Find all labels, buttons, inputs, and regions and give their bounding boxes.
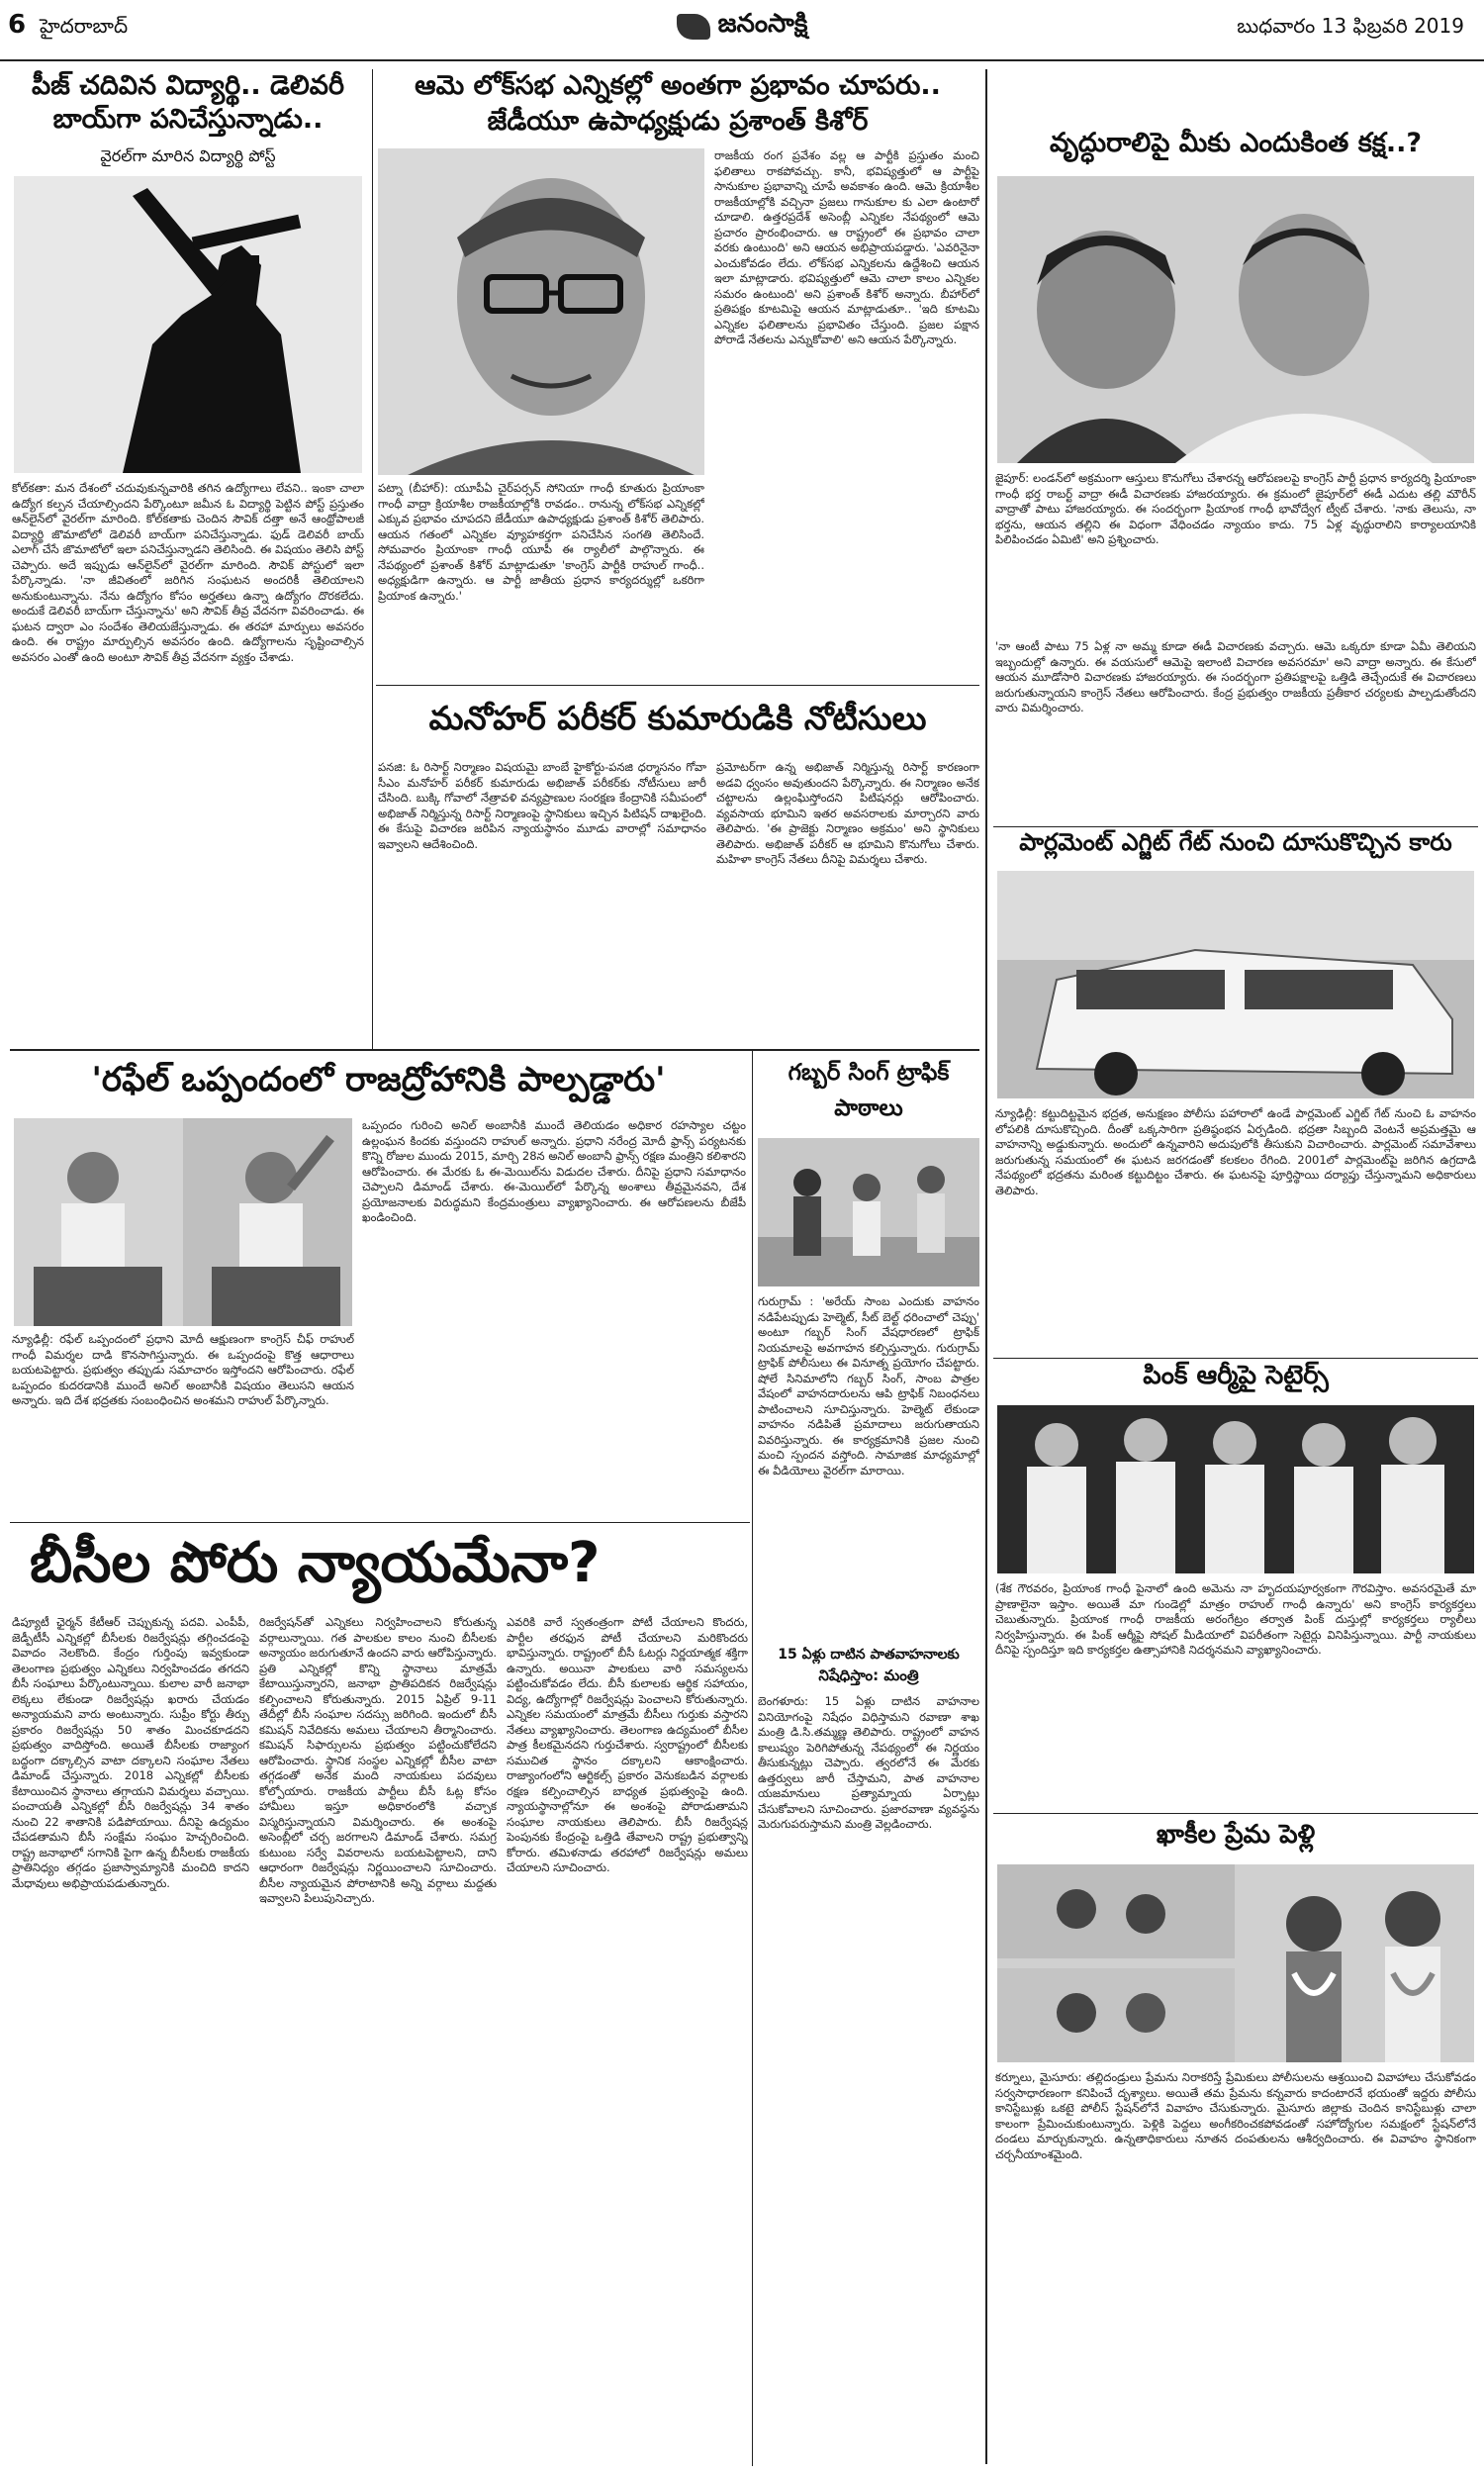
page-number: 6 [8,10,27,40]
headline-gabbar-singh: గబ్బర్ సింగ్ ట్రాఫిక్ [788,1060,950,1086]
article-parrikar-a: పనజి: ఓ రిసార్ట్ నిర్మాణం విషయమై బాంబే హైకోర్టు-పనజి ధర్మాసనం గోవా సీఎం మనోహర్ పరీకర్ కుమారుడు అభిజాత్ పరీకర్‌కు నోటీసులు జారీ చేసింది. బుక్కి గోవాలో నేత్రావళి వన్యప్రాణుల సంరక్షణ కేంద్రానికి సమీపంలో అభిజాత్ నిర్మిస్తున్న రిసార్ట్ నిర్మాణంపై స్థానికులు ఇచ్చిన పిటిషన్ దాఖలైంది. ఈ కేసుపై విచారణ జరిపిన న్యాయస్థానం మూడు వారాల్లో సమాధానం ఇవ్వాలని ఆదేశించింది. [378,760,706,851]
headline-pink-army: పింక్ ఆర్మీపై సెటైర్స్ [1143,1361,1329,1390]
photo-police-marriage [997,1864,1474,2062]
article-bc-col2: రిజర్వేషన్‌తో ఎన్నికలు నిర్వహించాలని కోరుతున్న వర్గాలున్నాయి. గత పాలకుల కాలం నుంచి బీసీలకు అన్యాయం జరుగుతూనే ఉందని వారు ఆరోపిస్తున్నారు. ప్రతి ఎన్నికల్లో కొన్ని స్థానాలు మాత్రమే కేటాయిస్తున్నారని, జనాభా ప్రాతిపదికన రిజర్వేషన్లు కల్పించాలని కోరుతున్నారు. 2015 ఏప్రిల్ 9-11 తేదీల్లో బీసీ సంఘాల సదస్సు జరిగింది. ఇందులో బీసీ కమిషన్ నివేదికను అమలు చేయాలని తీర్మానించారు. కమిషన్ సిఫార్సులను ప్రభుత్వం పట్టించుకోలేదని ఆరోపించారు. స్థానిక సంస్థల ఎన్నికల్లో బీసీల వాటా తగ్గడంతో అనేక మంది నాయకులు పదవులు కోల్పోయారు. రాజకీయ పార్టీలు బీసీ ఓట్ల కోసం హామీలు ఇస్తూ అధికారంలోకి వచ్చాక విస్మరిస్తున్నాయని విమర్శించారు. ఈ అంశంపై అసెంబ్లీలో చర్చ జరగాలని డిమాండ్ చేశారు. సమగ్ర కుటుంబ సర్వే వివరాలను బయటపెట్టాలని, దాని ఆధారంగా రిజర్వేషన్లు నిర్ణయించాలని సూచించారు. బీసీల న్యాయమైన పోరాటానికి అన్ని వర్గాలు మద్దతు ఇవ్వాలని పిలుపునిచ్చారు. [259,1615,497,1905]
headline-police-marriage: ఖాకీల ప్రేమ పెళ్లి [1156,1820,1316,1850]
article-old-vehicles: బెంగళూరు: 15 ఏళ్లు దాటిన వాహనాల వినియోగంపై నిషేధం విధిస్తామని రవాణా శాఖ మంత్రి డి.సి.తమ్మణ్ణ తెలిపారు. రాష్ట్రంలో వాహన కాలుష్యం పెరిగిపోతున్న నేపథ్యంలో ఈ నిర్ణయం తీసుకున్నట్లు చెప్పారు. త్వరలోనే ఈ మేరకు ఉత్తర్వులు జారీ చేస్తామని, పాత వాహనాల యజమానులు ప్రత్యామ్నాయ ఏర్పాట్లు చేసుకోవాలని సూచించారు. ప్రజారవాణా వ్యవస్థను మెరుగుపరుస్తామని మంత్రి వెల్లడించారు. [758,1694,979,1831]
section-divider [10,1522,750,1523]
wedding-couples-icon [997,1864,1474,2062]
headline-gabbar-singh-line2: పాఠాలు [834,1095,903,1121]
column-divider-right [985,69,987,2464]
headline-vadra-mother: వృద్ధురాలిపై మీకు ఎందుకింత కక్ష..? [1049,128,1423,158]
headline-parliament-car: పార్లమెంట్ ఎగ్జిట్ గేట్ నుంచి దూసుకొచ్చిన కారు [1019,828,1452,856]
edition-city: హైదరాబాద్ [40,14,129,38]
logo-mark-icon [677,14,710,40]
section-divider [10,1049,979,1051]
headline-old-vehicles: 15 ఏళ్లు దాటిన పాతవాహనాలకు [778,1647,960,1663]
headline-parrikar-notice: మనోహర్ పరీకర్ కుమారుడికి నోటీసులు [428,699,927,737]
article-gabbar-singh: గురుగ్రామ్ : 'అరేయ్ సాంబ ఎందుకు వాహనం నడిపేటప్పుడు హెల్మెట్, సీట్ బెల్ట్ ధరించాలో చెప్పు' అంటూ గబ్బర్ సింగ్ వేషధారణలో ట్రాఫిక్ నియమాలపై అవగాహన కల్పిస్తున్నారు. గురుగ్రామ్ ట్రాఫిక్ పోలీసులు ఈ వినూత్న ప్రయోగం చేపట్టారు. షోలే సినిమాలోని గబ్బర్ సింగ్, సాంబ పాత్రల వేషంలో వాహనదారులను ఆపి ట్రాఫిక్ నిబంధనలు పాటించాలని సూచిస్తున్నారు. హెల్మెట్ లేకుండా వాహనం నడిపితే ప్రమాదాలు జరుగుతాయని వివరిస్తున్నారు. ఈ కార్యక్రమానికి ప్రజల నుంచి మంచి స్పందన వస్తోంది. సామాజిక మాధ్యమాల్లో ఈ వీడియోలు వైరల్‌గా మారాయి. [758,1294,979,1477]
photo-graduate-silhouette [14,176,362,473]
article-delivery-boy: కోల్‌కతా: మన దేశంలో చదువుకున్నవారికి తగిన ఉద్యోగాలు లేవని.. ఇంకా చాలా ఉద్యోగ కల్పన చేయాల్సిందని పేర్కొంటూ జమీన ఓ విద్యార్థి పెట్టిన పోస్ట్ ప్రస్తుతం ఆన్‌లైన్‌లో వైరల్‌గా మారింది. కోల్‌కతాకు చెందిన సౌవిక్ దత్తా అనే ఆంథ్రోపాలజీ విద్యార్థి జొమాటోలో డెలివరీ బాయ్‌గా పనిచేస్తున్నాడు. ఫుడ్ డెలివరీ బాయ్ ఎలాగ్ చేసే జొమాటోలో ఇలా పనిచేస్తున్నాడని తెలిసింది. ఈ విషయం తెలిసి పోస్ట్ చెప్పారు. అదే ఇప్పుడు ఆన్‌లైన్‌లో వైరల్‌గా మారింది. సౌవిక్ పోస్టులో ఇలా పేర్కొన్నాడు. 'నా జీవితంలో జరిగిన సంఘటన అందరికీ తెలియాలని అనుకుంటున్నాను. నేను ఉద్యోగం కోసం అర్హతలు ఉన్నా ఉద్యోగం దొరకలేదు. అందుకే డెలివరీ బాయ్‌గా చేస్తున్నాను' అని సౌవిక్ తీవ్ర వేదనగా వివరించాడు. ఈ ఘటన ద్వారా ఎం సందేశం తెలియజేస్తున్నాడు. ఈ తరహా మార్పులు అవసరం ఉంది. ఈ రాష్ట్రం మార్పుల్సిన అవసరం ఉంది. ఉద్యోగాలను సృష్టించాల్సిన అవసరం ఎంతో ఉంది అంటూ సౌవిక్ తీవ్ర వేదనగా వ్యక్తం చేశాడు. [12,481,364,664]
man-with-glasses-icon [378,148,704,475]
newspaper-name: జనంసాక్షి [717,9,808,39]
masthead [0,0,1484,61]
photo-pink-army [997,1405,1474,1573]
headline-rafale: 'రఫేల్ ఒప్పందంలో రాజద్రోహానికి పాల్పడ్డారు' [91,1060,666,1099]
article-parrikar-b: ప్రమోటర్‌గా ఉన్న అభిజాత్ నిర్మిస్తున్న రిసార్ట్ కారణంగా అడవి ధ్వంసం అవుతుందని పేర్కొన్నారు. ఈ నిర్మాణం అనేక చట్టాలను ఉల్లంఘిస్తోందని పిటిషనర్లు ఆరోపించారు. వ్యవసాయ భూమిని ఇతర అవసరాలకు మార్చారని వారు తెలిపారు. 'ఈ ప్రాజెక్టు నిర్మాణం అక్రమం' అని స్థానికులు తెలిపారు. అభిజాత్ పరీకర్ ఆ భూమిని కొనుగోలు చేశారు. మహిళా కాంగ్రెస్ నేతలు దీనిపై విమర్శలు చేశారు. [716,760,979,866]
two-people-embrace-icon [997,176,1474,463]
two-politicians-speaking-icon [14,1118,352,1326]
article-pink-army: (శేక గౌరవరం, ప్రియాంక గాంధీ పైనాలో ఉంది అమెను నా హృదయపూర్వకంగా గౌరవిస్తాం. అవసరమైతే మా ప్రాణాలైనా ఇస్తాం. అయితే మా గుండెల్లో మాత్రం రాహుల్ గాంధీ ఉన్నారు' అని కాంగ్రెస్ కార్యకర్తలు చెబుతున్నారు. ప్రియాంక గాంధీ రాజకీయ అరంగేట్రం తర్వాత పింక్ దుస్తుల్లో కార్యకర్తలు ర్యాలీలు నిర్వహిస్తున్నారు. ఈ పింక్ ఆర్మీపై సోషల్ మీడియాలో విపరీతంగా సెటైర్లు వినిపిస్తున్నాయి. పార్టీ నాయకులు దీనిపై స్పందిస్తూ ఇది కార్యకర్తల ఉత్సాహానికి నిదర్శనమని వ్యాఖ్యానించారు. [995,1581,1476,1657]
article-bc-col1: డిప్యూటీ ఛైర్మన్ కేటీఆర్ చెప్పుకున్న పదవి. ఎంపీపీ, జెడ్పీటీసీ ఎన్నికల్లో బీసీలకు రిజర్వేషన్లు తగ్గించడంపై వివాదం నెలకొంది. కేంద్రం గుర్తింపు ఇవ్వకుండా తెలంగాణ ప్రభుత్వం ఎన్నికలు నిర్వహించడం తగదని బీసీ సంఘాలు పేర్కొంటున్నాయి. కులాల వారీ జనాభా లెక్కలు లేకుండా రిజర్వేషన్లు ఖరారు చేయడం అన్యాయమని వారు అంటున్నారు. సుప్రీం కోర్టు తీర్పు ప్రకారం రిజర్వేషన్లు 50 శాతం మించకూడదని ప్రభుత్వం వాదిస్తోంది. అయితే బీసీలకు రాజ్యాంగ బద్ధంగా దక్కాల్సిన వాటా దక్కాలని సంఘాల నేతలు డిమాండ్ చేస్తున్నారు. 2018 ఎన్నికల్లో బీసీలకు కేటాయించిన స్థానాలు తగ్గాయని విమర్శలు వచ్చాయి. పంచాయతీ ఎన్నికల్లో బీసీ రిజర్వేషన్లు 34 శాతం నుంచి 22 శాతానికి పడిపోయాయి. దీనిపై ఉద్యమం చేపడతామని బీసీ సంక్షేమ సంఘం హెచ్చరించింది. రాష్ట్ర జనాభాలో సగానికి పైగా ఉన్న బీసీలకు రాజకీయ ప్రాతినిధ్యం తగ్గడం ప్రజాస్వామ్యానికి మంచిది కాదని మేధావులు అభిప్రాయపడుతున్నారు. [12,1615,249,1890]
article-vadra-a: జైపూర్: లండన్‌లో అక్రమంగా ఆస్తులు కొనుగోలు చేశారన్న ఆరోపణలపై కాంగ్రెస్ పార్టీ ప్రధాన కార్యదర్శి ప్రియాంకా గాంధీ భర్త రాబర్ట్ వాద్రా ఈడీ విచారణకు హాజరయ్యారు. ఈ క్రమంలో జైపూర్‌లో ఈడీ ఎదుట తల్లి మౌరీన్ వాద్రాతో పాటు హాజరయ్యారు. ఈ సందర్భంగా ప్రియాంక గాంధీ భావోద్వేగ ట్వీట్ చేశారు. 'నాకు తెలుసు, నా భర్తను, ఆయన తల్లిని ఈ విధంగా వేధించడం న్యాయం కాదు. 75 ఏళ్ల వృద్ధురాలిని కార్యాలయానికి పిలిపించడం ఏమిటి' అని ప్రశ్నించారు. [995,471,1476,546]
headline-bc-fight: బీసీల పోరు న్యాయమేనా? [30,1531,601,1595]
photo-prashant-kishor [378,148,704,475]
edition-date: బుధవారం 13 ఫిబ్రవరి 2019 [1237,14,1464,38]
headline-old-vehicles-line2: నిషేధిస్తాం: మంత్రి [818,1666,919,1684]
traffic-police-street-icon [758,1138,979,1286]
column-divider [752,1051,753,2466]
article-prashant-kishor-a: పట్నా (బీహార్): యూపీఏ చైర్‌పర్సన్ సోనియా గాంధీ కూతురు ప్రియాంకా గాంధీ వాద్రా క్రియాశీల రాజకీయాల్లోకి రావడం.. రానున్న లోక్‌సభ ఎన్నికల్లో ఎక్కువ ప్రభావం చూపదని జేడీయూ ఉపాధ్యక్షుడు ప్రశాంత్ కిశోర్ తెలిపారు. ఆయన గతంలో ఎన్నికల వ్యూహకర్తగా పనిచేసిన సంగతి తెలిసిందే. సోమవారం ప్రియాంకా గాంధీ యూపీ ఈ ర్యాలీలో పాల్గొన్నారు. ఈ నేపథ్యంలో ప్రశాంత్ కిశోర్ మాట్లాడుతూ 'కాంగ్రెస్ పార్టీకి రాహుల్ గాంధీ.. అధ్యక్షుడిగా ఉన్నారు. ఆ పార్టీ జాతీయ ప్రధాన కార్యదర్శుల్లో ఒకరిగా ప్రియాంక ఉన్నారు.' [378,481,704,603]
article-vadra-b: 'నా ఆంటీ పాటు 75 ఏళ్ల నా అమ్మ కూడా ఈడీ విచారణకు వచ్చారు. ఆమె ఒక్కరూ కూడా ఏమీ తెలియని ఇబ్బందుల్లో ఉన్నారు. ఈ వయసులో ఆమెపై ఇలాంటి విచారణ అవసరమా' అని వాద్రా అన్నారు. ఈ కేసులో ఆయన మూడోసారి విచారణకు హాజరయ్యారు. ఈ సందర్భంగా ప్రతిపక్షాలపై ఒత్తిడి తెచ్చేందుకే ఈ విచారణలు జరుగుతున్నాయని కాంగ్రెస్ నేతలు ఆరోపించారు. కేంద్ర ప్రభుత్వం రాజకీయ ప్రతీకార చర్యలకు పాల్పడుతోందని వారు విమర్శించారు. [995,639,1476,714]
article-prashant-kishor-b: రాజకీయ రంగ ప్రవేశం వల్ల ఆ పార్టీకి ప్రస్తుతం మంచి ఫలితాలు రాకపోవచ్చు. కానీ, భవిష్యత్తులో ఆ పార్టీపై సానుకూల ప్రభావాన్ని చూపే అవకాశం ఉంది. ఆమె క్రియాశీల రాజకీయాల్లోకి వచ్చినా ప్రజలు గానుకూల కు ఎలా ఉంటారో చూడాలి. ఉత్తరప్రదేశ్ అసెంబ్లీ ఎన్నికల నేపథ్యంలో ఆమె ప్రచారం ప్రారంభించారు. ఆ రాష్ట్రంలో ఈ ప్రభావం చాలా వరకు ఉంటుంది' అని ఆయన అభిప్రాయపడ్డారు. 'ఎవరినైనా ఎంచుకోవడం లేదు. లోక్‌సభ ఎన్నికలను ఉద్దేశించి ఆయన ఇలా మాట్లాడారు. భవిష్యత్తులో ఆమె చాలా కాలం ఎన్నికల సమరం ఉంటుంది' అని ప్రశాంత్ కిశోర్ అన్నారు. బీహార్‌లో ప్రతిపక్షం కూటమిపై ఆయన మాట్లాడుతూ.. 'ఇది కూటమి ఎన్నికల ఫలితాలను ప్రభావితం చేస్తుంది. ప్రజల పక్షాన పోరాడే నేతలను ఎన్నుకోవాలి' అని ఆయన పేర్కొన్నారు. [714,148,979,346]
article-rafale-a: న్యూఢిల్లీ: రఫేల్ ఒప్పందంలో ప్రధాని మోదీ ఆక్షుణంగా కాంగ్రెస్ చీఫ్ రాహుల్ గాంధీ విమర్శల దాడి కొనసాగిస్తున్నారు. ఈ ఒప్పందంపై కొత్త ఆధారాలు బయటపెట్టారు. ప్రభుత్వం తప్పుడు సమాచారం ఇస్తోందని ఆరోపించారు. రఫేల్ ఒప్పందం కుదరడానికి ముందే అనిల్ అంబానీకి విషయం తెలుసని ఆయన అన్నారు. ఇది దేశ భద్రతకు సంబంధించిన అంశమని రాహుల్ పేర్కొన్నారు. [12,1332,354,1407]
headline-prashant-kishor-line2: జేడీయూ ఉపాధ్యక్షుడు ప్రశాంత్ కిశోర్ [487,106,869,137]
photo-vadra-mother [997,176,1474,463]
group-of-men-icon [997,1405,1474,1573]
headline-delivery-boy: పీజ్ చదివిన విద్యార్థి.. డెలివరీ బాయ్‌గా పనిచేస్తున్నాడు.. [31,70,344,135]
photo-gabbar-singh [758,1138,979,1286]
section-divider [376,685,979,686]
photo-rahul-modi [14,1118,352,1326]
article-rafale-b: ఒప్పందం గురించి అనిల్ అంబానీకి ముందే తెలియడం అధికార రహస్యాల చట్టం ఉల్లంఘన కిందకు వస్తుందని రాహుల్ అన్నారు. ప్రధాని నరేంద్ర మోదీ ఫ్రాన్స్ పర్యటనకు కొన్ని రోజుల ముందు 2015, మార్చి 28న అనిల్ అంబానీ ఫ్రాన్స్ రక్షణ మంత్రిని కలిశారని ఆరోపించారు. ఈ మేరకు ఓ ఈ-మెయిల్‌ను విడుదల చేశారు. దీనిపై ప్రధాని సమాధానం చెప్పాలని డిమాండ్ చేశారు. ఈ-మెయిల్‌లో పేర్కొన్న అంశాలు తీవ్రమైనవని, దేశ ప్రయోజనాలకు విరుద్ధమని కేంద్రమంత్రులు వ్యాఖ్యానించారు. ఈ ఆరోపణలను బీజేపీ ఖండించింది. [362,1118,746,1224]
section-divider [993,1358,1478,1359]
article-parliament-car: న్యూఢిల్లీ: కట్టుదిట్టమైన భద్రత, అనుక్షణం పోలీసు పహారాలో ఉండే పార్లమెంట్ ఎగ్జిట్ గేట్ నుంచి ఓ వాహనం లోపలికి దూసుకొచ్చింది. దీంతో ఒక్కసారిగా ప్రతిష్ఠంభన ఏర్పడింది. భద్రతా సిబ్బంది వెంటనే అప్రమత్తమై ఆ వాహనాన్ని అడ్డుకున్నారు. అందులో ఉన్నవారిని అదుపులోకి తీసుకుని విచారించారు. పార్లమెంట్ సమావేశాలు జరుగుతున్న సమయంలో ఈ ఘటన జరగడంతో కలకలం రేగింది. 2001లో పార్లమెంట్‌పై జరిగిన ఉగ్రదాడి నేపథ్యంలో భద్రతను మరింత కట్టుదిట్టం చేశారు. ఈ ఘటనపై పూర్తిస్థాయి దర్యాప్తు చేస్తున్నామని అధికారులు తెలిపారు. [995,1106,1476,1197]
article-police-marriage: కర్నూలు, మైసూరు: తల్లిదండ్రులు ప్రేమను నిరాకరిస్తే ప్రేమికులు పోలీసులను ఆశ్రయించి వివాహాలు చేసుకోవడం సర్వసాధారణంగా కనిపించే దృశ్యాలు. అయితే తమ ప్రేమను కన్నవారు కాదంటారనే భయంతో ఇద్దరు పోలీసు కానిస్టేబుళ్లు ఒకటై పోలీస్ స్టేషన్‌లోనే వివాహం చేసుకున్నారు. మైసూరు జిల్లాకు చెందిన కానిస్టేబుళ్లు చాలా కాలంగా ప్రేమించుకుంటున్నారు. పెళ్లికి పెద్దలు అంగీకరించకపోవడంతో సహోద్యోగుల సమక్షంలో స్టేషన్‌లోనే దండలు మార్చుకున్నారు. ఉన్నతాధికారులు నూతన దంపతులను ఆశీర్వదించారు. ఈ వివాహం స్థానికంగా చర్చనీయాంశమైంది. [995,2070,1476,2161]
graduate-silhouette-icon [14,176,362,473]
newspaper-logo [621,6,863,48]
column-divider [372,69,373,1049]
subheadline-viral: వైరల్‌గా మారిన విద్యార్థి పోస్ట్ [100,146,276,165]
article-bc-col3: ఎవరికి వారే స్వతంత్రంగా పోటీ చేయాలని కొందరు, పార్టీల తరఫున పోటీ చేయాలని మరికొందరు భావిస్తున్నారు. రాష్ట్రంలో బీసీ ఓటర్లు నిర్ణయాత్మక శక్తిగా ఉన్నారు. అయినా పాలకులు వారి సమస్యలను పట్టించుకోవడం లేదు. బీసీ కులాలకు ఆర్థిక సహాయం, విద్య, ఉద్యోగాల్లో రిజర్వేషన్లు పెంచాలని కోరుతున్నారు. ఎన్నికల సమయంలో మాత్రమే బీసీలు గుర్తుకు వస్తారని నేతలు వ్యాఖ్యానించారు. తెలంగాణ ఉద్యమంలో బీసీల పాత్ర కీలకమైనదని గుర్తుచేశారు. స్వరాష్ట్రంలో బీసీలకు సముచిత స్థానం దక్కాలని ఆకాంక్షించారు. రాజ్యాంగంలోని ఆర్టికల్స్ ప్రకారం వెనుకబడిన వర్గాలకు రక్షణ కల్పించాల్సిన బాధ్యత ప్రభుత్వంపై ఉంది. న్యాయస్థానాల్లోనూ ఈ అంశంపై పోరాడుతామని సంఘాల నాయకులు తెలిపారు. బీసీ రిజర్వేషన్ల పెంపునకు కేంద్రంపై ఒత్తిడి తేవాలని రాష్ట్ర ప్రభుత్వాన్ని కోరారు. తమిళనాడు తరహాలో రిజర్వేషన్లు అమలు చేయాలని సూచించారు. [507,1615,748,1874]
photo-parliament-car [997,871,1474,1098]
suv-car-icon [997,871,1474,1098]
headline-prashant-kishor: ఆమె లోక్‌సభ ఎన్నికల్లో అంతగా ప్రభావం చూపరు.. [415,70,941,101]
section-divider [993,1813,1478,1814]
